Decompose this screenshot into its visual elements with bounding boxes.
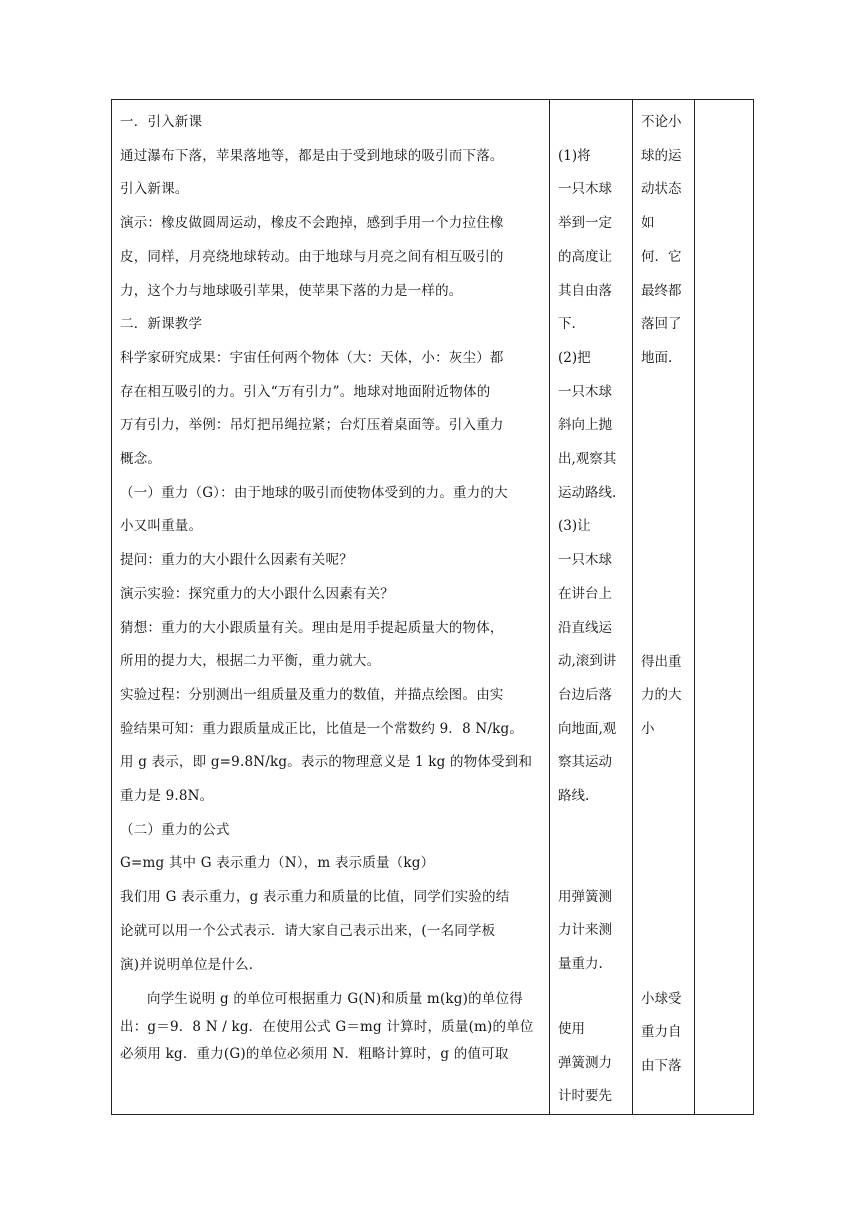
text-line: 论就可以用一个公式表示．请大家自己表示出来，(一名同学板 [120,922,496,939]
demonstration-notes [550,100,632,1114]
demo-line: 其自由落 [558,282,612,299]
note-line: 小 [641,721,655,738]
text-line: 科学家研究成果：宇宙任何两个物体（大：天体，小：灰尘）都 [120,349,504,366]
text-line: （一）重力（G）：由于地球的吸引而使物体受到的力。重力的大 [120,484,508,501]
demo-line: 力计来测 [558,922,612,939]
demo-line: 动,滚到讲 [558,653,617,670]
text-line: 概念。 [120,451,162,468]
demonstration-cell [550,100,633,1115]
demo-line: 一只木球 [558,181,612,198]
text-line: 引入新课。 [120,181,189,198]
demo-line: 弹簧测力 [558,1054,612,1071]
text-line: 向学生说明 g 的单位可根据重力 G(N)和质量 m(kg)的单位得 [147,991,523,1008]
note-line: 小球受 [641,990,682,1007]
text-line: 存在相互吸引的力。引入“万有引力”。地球对地面附近物体的 [120,383,491,400]
demo-line: 举到一定 [558,215,612,232]
observation-cell [633,100,695,1115]
note-line: 由下落 [641,1058,682,1075]
note-line: 如 [641,215,655,232]
demo-line: 路线. [558,788,590,805]
demo-line: 的高度让 [558,248,612,265]
demo-line: 计时要先 [558,1088,612,1105]
text-line: 演示实验：探究重力的大小跟什么因素有关？ [120,585,394,602]
text-line: 所用的提力大，根据二力平衡，重力就大。 [120,653,381,670]
demo-line: 沿直线运 [558,619,612,636]
note-line: 落回了 [641,316,682,333]
demo-line: (1)将 [558,147,591,164]
demo-line: 台边后落 [558,686,612,703]
lesson-table [111,99,754,1115]
text-line: 通过瀑布下落，苹果落地等，都是由于受到地球的吸引而下落。 [120,147,504,164]
teaching-content [112,100,549,1069]
text-line: 重力是 9.8N。 [120,788,214,805]
demo-line: 在讲台上 [558,585,612,602]
text-line: 演示：橡皮做圆周运动，橡皮不会跑掉，感到手用一个力拉住橡 [120,215,504,232]
text-line: 实验过程：分别测出一组质量及重力的数值，并描点绘图。由实 [120,686,504,703]
demo-line: (2)把 [558,349,591,366]
table-row [112,100,754,1115]
indented-paragraph [120,982,543,1069]
demo-line: 出,观察其 [558,451,617,468]
text-line: 验结果可知：重力跟质量成正比，比值是一个常数约 9．8 N/kg。 [120,720,524,737]
text-line: 一．引入新课 [120,114,203,130]
text-line: 提问：重力的大小跟什么因素有关呢？ [120,552,353,569]
note-line: 地面. [641,349,673,366]
text-line: 演)并说明单位是什么． [120,956,263,973]
demo-line: (3)让 [558,518,591,535]
demo-line: 斜向上抛 [558,417,612,434]
section-heading: （二）重力的公式 [120,821,230,838]
text-line: 我们用 G 表示重力，g 表示重力和质量的比值，同学们实验的结 [120,889,510,906]
demo-line: 向地面,观 [558,720,617,737]
note-line: 动状态 [641,181,682,198]
text-line: 出：g＝9．8 N / kg．在使用公式 G＝mg 计算时，质量(m)的单位 [120,1018,534,1035]
text-line: 必须用 kg．重力(G)的单位必须用 N．粗略计算时，g 的值可取 [120,1046,509,1063]
note-line: 何．它 [641,248,682,265]
text-line: 皮，同样，月亮绕地球转动。由于地球与月亮之间有相互吸引的 [120,248,504,265]
text-line: 万有引力，举例：吊灯把吊绳拉紧；台灯压着桌面等。引入重力 [120,417,504,434]
note-line: 力的大 [641,687,682,704]
formula-line: G=mg 其中 G 表示重力（N），m 表示质量（kg） [120,855,435,872]
note-line: 不论小 [641,114,682,130]
demo-line: 一只木球 [558,552,612,569]
text-line: 猜想：重力的大小跟质量有关。理由是用手提起质量大的物体， [120,619,504,636]
demo-line: 使用 [558,1020,585,1037]
note-line: 得出重 [641,653,682,670]
text-line: 用 g 表示，即 g=9.8N/kg。表示的物理意义是 1 kg 的物体受到和 [120,754,533,771]
demo-line: 运动路线. [558,484,617,501]
demo-line: 察其运动 [558,754,612,771]
teaching-content-cell [112,100,550,1115]
demo-line: 用弹簧测 [558,888,612,905]
observation-notes [633,100,694,1084]
text-line: 小又叫重量。 [120,518,203,535]
demo-line: 量重力. [558,956,603,973]
note-line: 重力自 [641,1024,682,1041]
demo-line: 下. [558,316,576,333]
demo-line: 一只木球 [558,383,612,400]
text-line: 力，这个力与地球吸引苹果，使苹果下落的力是一样的。 [120,282,463,299]
section-heading: 二．新课教学 [120,316,203,333]
note-line: 最终都 [641,282,682,299]
note-line: 球的运 [641,147,682,164]
empty-cell [695,100,754,1115]
